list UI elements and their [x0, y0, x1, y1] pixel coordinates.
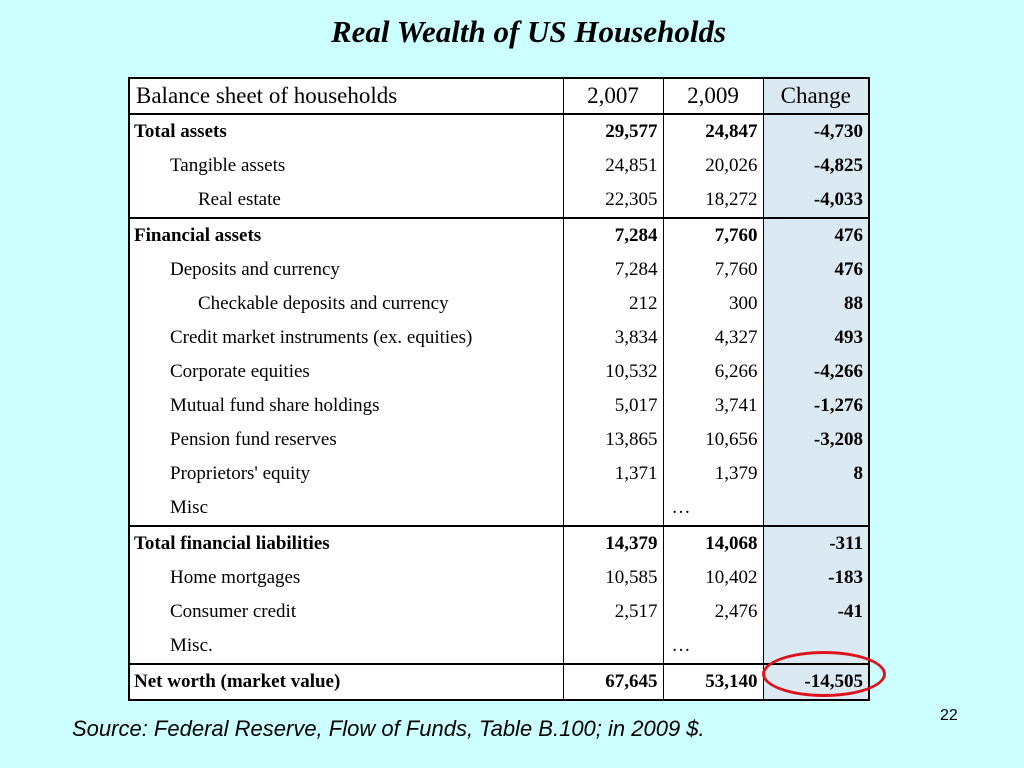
cell-2007: [563, 491, 663, 526]
table-row: [129, 457, 869, 491]
cell-change: -1,276: [763, 389, 869, 423]
row-label: Misc: [129, 491, 563, 526]
row-label: Credit market instruments (ex. equities): [129, 321, 563, 355]
table-row: [129, 355, 869, 389]
cell-2009: 4,327: [663, 321, 763, 355]
cell-2007: 67,645: [563, 664, 663, 700]
row-label: Home mortgages: [129, 561, 563, 595]
row-label: Consumer credit: [129, 595, 563, 629]
cell-2007: 24,851: [563, 149, 663, 183]
table-row: [129, 389, 869, 423]
cell-2009: 300: [663, 287, 763, 321]
cell-2007: 7,284: [563, 218, 663, 253]
cell-2007: [563, 629, 663, 664]
cell-change: 8: [763, 457, 869, 491]
cell-2009: 3,741: [663, 389, 763, 423]
cell-2009: 6,266: [663, 355, 763, 389]
cell-2007: 14,379: [563, 526, 663, 561]
row-label: Mutual fund share holdings: [129, 389, 563, 423]
table-row: [129, 114, 869, 149]
cell-2009: …: [663, 629, 763, 664]
cell-2007: 29,577: [563, 114, 663, 149]
cell-2007: 13,865: [563, 423, 663, 457]
row-label: Misc.: [129, 629, 563, 664]
row-label: Deposits and currency: [129, 253, 563, 287]
cell-change: -183: [763, 561, 869, 595]
cell-2009: 10,402: [663, 561, 763, 595]
cell-2007: 5,017: [563, 389, 663, 423]
cell-change: 493: [763, 321, 869, 355]
cell-2007: 1,371: [563, 457, 663, 491]
cell-change: -3,208: [763, 423, 869, 457]
table-header-row: [129, 78, 869, 114]
row-label: Total assets: [129, 114, 563, 149]
table-row: [129, 629, 869, 664]
header-change: Change: [763, 78, 869, 114]
cell-change: 88: [763, 287, 869, 321]
cell-2007: 22,305: [563, 183, 663, 218]
cell-2009: 7,760: [663, 218, 763, 253]
cell-2009: 18,272: [663, 183, 763, 218]
cell-2009: 1,379: [663, 457, 763, 491]
cell-change: 476: [763, 218, 869, 253]
cell-2007: 7,284: [563, 253, 663, 287]
cell-change: [763, 491, 869, 526]
cell-2007: 2,517: [563, 595, 663, 629]
row-label: Tangible assets: [129, 149, 563, 183]
table-row: [129, 183, 869, 218]
cell-2009: 10,656: [663, 423, 763, 457]
cell-change: -4,266: [763, 355, 869, 389]
cell-change: -311: [763, 526, 869, 561]
row-label: Financial assets: [129, 218, 563, 253]
cell-2009: 24,847: [663, 114, 763, 149]
table-row: [129, 561, 869, 595]
cell-change: 476: [763, 253, 869, 287]
balance-sheet-table-container: [128, 77, 868, 701]
page-number: 22: [940, 707, 958, 724]
table-row: [129, 253, 869, 287]
highlight-circle: [762, 651, 886, 697]
cell-2009: 2,476: [663, 595, 763, 629]
cell-2009: 7,760: [663, 253, 763, 287]
table-row-net-worth: [129, 664, 869, 700]
row-label: Proprietors' equity: [129, 457, 563, 491]
balance-sheet-table: [128, 77, 870, 701]
slide-title: Real Wealth of US Households: [330, 14, 727, 49]
table-row: [129, 321, 869, 355]
cell-change: -4,825: [763, 149, 869, 183]
cell-change: -4,730: [763, 114, 869, 149]
cell-2009: …: [663, 491, 763, 526]
cell-change: -4,033: [763, 183, 869, 218]
source-note: Source: Federal Reserve, Flow of Funds, Table B.100; in 2009 $.: [72, 716, 705, 741]
table-row: [129, 491, 869, 526]
header-2007: 2,007: [563, 78, 663, 114]
header-label: Balance sheet of households: [129, 78, 563, 114]
table-row: [129, 149, 869, 183]
table-row: [129, 218, 869, 253]
table-row: [129, 526, 869, 561]
cell-2009: 53,140: [663, 664, 763, 700]
cell-change: -14,505: [763, 664, 869, 700]
cell-2009: 14,068: [663, 526, 763, 561]
row-label: Pension fund reserves: [129, 423, 563, 457]
row-label: Corporate equities: [129, 355, 563, 389]
table-row: [129, 287, 869, 321]
table-row: [129, 423, 869, 457]
cell-2007: 10,585: [563, 561, 663, 595]
row-label: Checkable deposits and currency: [129, 287, 563, 321]
table-row: [129, 595, 869, 629]
row-label: Total financial liabilities: [129, 526, 563, 561]
cell-2007: 10,532: [563, 355, 663, 389]
header-2009: 2,009: [663, 78, 763, 114]
cell-change: -41: [763, 595, 869, 629]
cell-2009: 20,026: [663, 149, 763, 183]
cell-2007: 212: [563, 287, 663, 321]
cell-2007: 3,834: [563, 321, 663, 355]
row-label: Real estate: [129, 183, 563, 218]
row-label: Net worth (market value): [129, 664, 563, 700]
